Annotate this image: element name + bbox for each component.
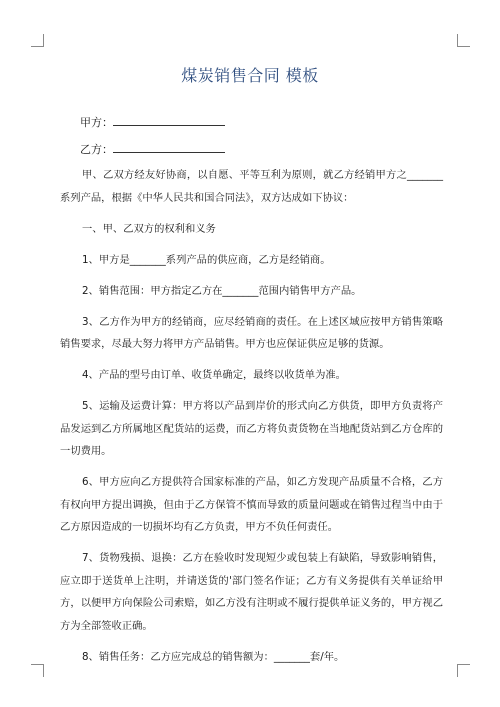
paragraph-intro: 甲、乙双方经友好协商，以自愿、平等互利为原则，就乙方经销甲方之_______系列产品，根据《中华人民共和国合同法》，双方达成如下协议：	[60, 169, 443, 204]
clause-1: 1、甲方是_______系列产品的供应商，乙方是经销商。	[82, 253, 331, 266]
clause-7: 7、货物残损、退换：乙方在验收时发现短少或包装上有缺陷，导致影响销售，应立即于送货单上注明，并请送货的'部门签名作证；乙方有义务提供有关单证给甲方，以便甲方向保险公司索赔，如乙方没有注明或不履行提供单证义务的，甲方视乙方为全部签收正确。	[60, 552, 443, 632]
clause-2: 2、销售范围：甲方指定乙方在_______范围内销售甲方产品。	[82, 284, 362, 297]
party-a-line	[80, 114, 225, 130]
party-b-line	[80, 141, 225, 157]
contract-body	[60, 164, 443, 677]
clause-6: 6、甲方应向乙方提供符合国家标准的产品，如乙方发现产品质量不合格，乙方有权向甲方提出调换，但由于乙方保管不慎而导致的质量问题或在销售过程当中由于乙方原因造成的一切损坏均有乙方负责，甲方不负任何责任。	[60, 476, 443, 533]
party-b-label: 乙方：	[80, 143, 113, 156]
crop-mark-top-right	[457, 34, 470, 47]
clause-8: 8、销售任务：乙方应完成总的销售额为：_______套/年。	[82, 650, 345, 663]
crop-mark-bottom-left	[31, 664, 44, 677]
section-heading: 一、甲、乙双方的权利和义务	[82, 222, 216, 235]
crop-mark-top-left	[31, 34, 44, 47]
document-title: 煤炭销售合同 模板	[181, 66, 319, 85]
clause-5: 5、运输及运费计算：甲方将以产品到岸价的形式向乙方供货，即甲方负责将产品发运到乙方所属地区配货站的运费，而乙方将负责货物在当地配货站到乙方仓库的一切费用。	[60, 400, 443, 457]
party-b-blank	[113, 141, 225, 153]
clause-4: 4、产品的型号由订单、收货单确定，最终以收货单为准。	[82, 369, 346, 381]
party-a-blank	[113, 114, 225, 126]
clause-3: 3、乙方作为甲方的经销商，应尽经销商的责任。在上述区域应按甲方销售策略销售要求，尽最大努力将甲方产品销售。甲方也应保证供应足够的货源。	[60, 315, 443, 350]
party-a-label: 甲方：	[80, 116, 113, 129]
crop-mark-bottom-right	[457, 664, 470, 677]
